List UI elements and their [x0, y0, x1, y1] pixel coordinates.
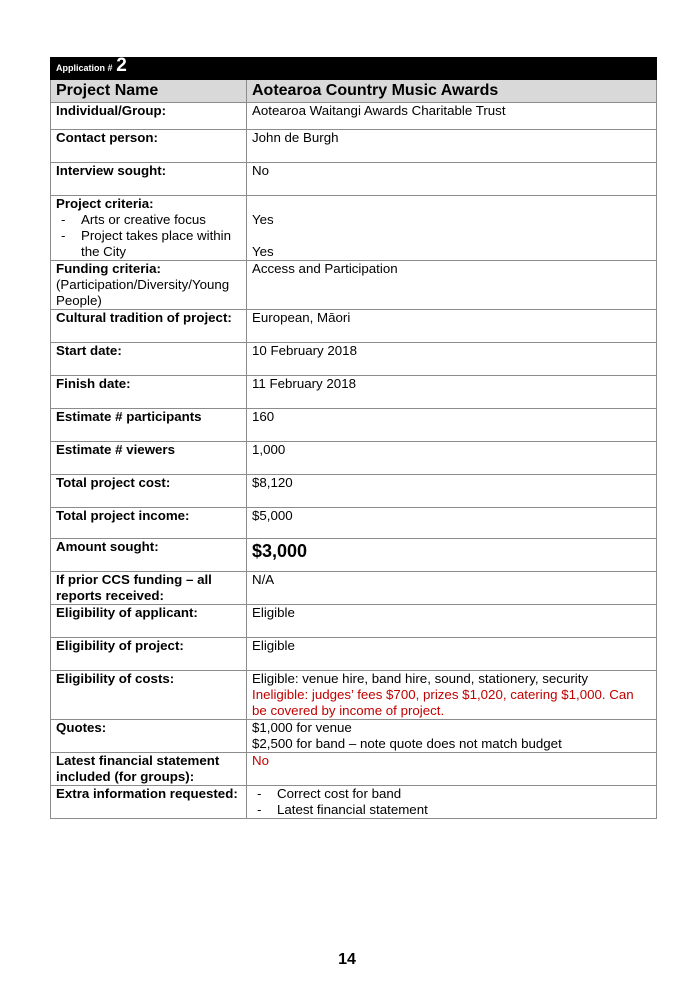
prior-funding-row: [51, 572, 657, 605]
funding-criteria-cell: [51, 261, 247, 310]
interview-row: [51, 163, 657, 196]
cultural-row: [51, 310, 657, 343]
funding-criteria-sublabel: (Participation/Diversity/Young People): [56, 277, 230, 308]
extra-info-item: - Correct cost for band: [252, 786, 652, 802]
finish-date-value: 11 February 2018: [247, 376, 657, 409]
eligibility-applicant-value: Eligible: [247, 605, 657, 638]
quotes-row: [51, 720, 657, 753]
application-sheet: [50, 57, 655, 819]
start-date-label: Start date:: [51, 343, 247, 376]
project-name-row: [51, 80, 657, 103]
financial-statement-label: Latest financial statement included (for groups):: [51, 753, 247, 786]
eligibility-costs-label: Eligibility of costs:: [51, 671, 247, 720]
individual-label: Individual/Group:: [51, 103, 247, 130]
interview-label: Interview sought:: [51, 163, 247, 196]
quotes-label: Quotes:: [51, 720, 247, 753]
viewers-label: Estimate # viewers: [51, 442, 247, 475]
criteria-item: - Project takes place within the City: [56, 228, 242, 260]
project-name-label: Project Name: [51, 80, 247, 103]
eligibility-project-value: Eligible: [247, 638, 657, 671]
project-criteria-label: Project criteria:: [56, 196, 154, 211]
application-table: [50, 57, 657, 819]
start-date-value: 10 February 2018: [247, 343, 657, 376]
eligibility-costs-cell: [247, 671, 657, 720]
quote-line: $1,000 for venue: [252, 720, 352, 735]
funding-criteria-label: Funding criteria:: [56, 261, 161, 276]
prior-funding-label: If prior CCS funding – all reports received:: [51, 572, 247, 605]
participants-value: 160: [247, 409, 657, 442]
ineligible-costs-text: Ineligible: judges’ fees $700, prizes $1,020, catering $1,000. Can be covered by income of project.: [252, 687, 634, 718]
extra-info-item: - Latest financial statement: [252, 802, 652, 818]
application-header-blank: [247, 58, 657, 80]
page-number: 14: [338, 951, 356, 968]
interview-value: No: [247, 163, 657, 196]
contact-value: John de Burgh: [247, 130, 657, 163]
total-income-label: Total project income:: [51, 508, 247, 539]
funding-criteria-row: [51, 261, 657, 310]
eligibility-costs-row: [51, 671, 657, 720]
participants-label: Estimate # participants: [51, 409, 247, 442]
amount-sought-label: Amount sought:: [51, 539, 247, 572]
extra-info-row: [51, 786, 657, 819]
cultural-label: Cultural tradition of project:: [51, 310, 247, 343]
criteria-item: - Arts or creative focus: [56, 212, 242, 228]
total-income-value: $5,000: [247, 508, 657, 539]
eligible-costs-text: Eligible: venue hire, band hire, sound, stationery, security: [252, 671, 589, 686]
contact-row: [51, 130, 657, 163]
eligibility-applicant-row: [51, 605, 657, 638]
start-date-row: [51, 343, 657, 376]
application-label: Application #: [56, 63, 113, 73]
financial-statement-row: [51, 753, 657, 786]
extra-info-label: Extra information requested:: [51, 786, 247, 819]
total-cost-value: $8,120: [247, 475, 657, 508]
application-number: 2: [116, 55, 127, 76]
individual-value: Aotearoa Waitangi Awards Charitable Trust: [247, 103, 657, 130]
funding-criteria-value: Access and Participation: [247, 261, 657, 310]
prior-funding-value: N/A: [247, 572, 657, 605]
application-number-cell: [51, 55, 247, 80]
total-cost-label: Total project cost:: [51, 475, 247, 508]
project-name-value: Aotearoa Country Music Awards: [247, 80, 657, 103]
participants-row: [51, 409, 657, 442]
total-cost-row: [51, 475, 657, 508]
viewers-value: 1,000: [247, 442, 657, 475]
eligibility-project-row: [51, 638, 657, 671]
financial-statement-value: No: [247, 753, 657, 786]
application-header-row: [51, 58, 657, 80]
quotes-cell: [247, 720, 657, 753]
finish-date-label: Finish date:: [51, 376, 247, 409]
project-criteria-row: [51, 196, 657, 261]
extra-info-cell: [247, 786, 657, 819]
viewers-row: [51, 442, 657, 475]
individual-row: [51, 103, 657, 130]
quote-line: $2,500 for band – note quote does not match budget: [252, 736, 562, 751]
criteria-value: Yes: [252, 212, 274, 227]
amount-sought-row: [51, 539, 657, 572]
project-criteria-list: [56, 212, 242, 260]
amount-sought-value: $3,000: [247, 539, 657, 572]
extra-info-list: [252, 786, 652, 818]
eligibility-project-label: Eligibility of project:: [51, 638, 247, 671]
project-criteria-values: [247, 196, 657, 261]
total-income-row: [51, 508, 657, 539]
cultural-value: European, Māori: [247, 310, 657, 343]
finish-date-row: [51, 376, 657, 409]
project-criteria-cell: [51, 196, 247, 261]
eligibility-applicant-label: Eligibility of applicant:: [51, 605, 247, 638]
contact-label: Contact person:: [51, 130, 247, 163]
criteria-value: Yes: [252, 244, 274, 259]
